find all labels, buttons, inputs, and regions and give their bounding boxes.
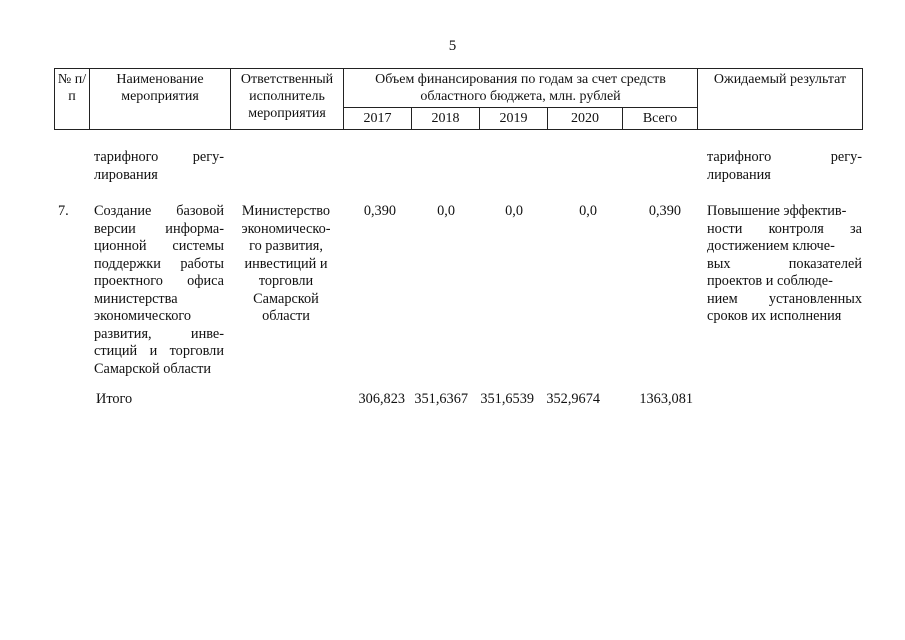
total-value-2020: 352,9674 bbox=[546, 391, 600, 407]
continued-result: тарифного регу- лирования bbox=[707, 149, 862, 183]
header-executor: Ответственный исполнитель мероприятия bbox=[231, 69, 344, 130]
total-value-all: 1363,081 bbox=[639, 391, 693, 407]
continued-name: тарифного регу- лирования bbox=[94, 149, 224, 183]
row7-number: 7. bbox=[58, 203, 69, 219]
header-no: № п/п bbox=[55, 69, 90, 130]
total-value-2019: 351,6539 bbox=[480, 391, 534, 407]
row7-result: Повышение эффектив- ности контроля за достижением ключе- вых показателей проектов и соблюде- нием установленных сроков их исполнения bbox=[707, 203, 862, 324]
row7-name: Создание базовой версии информа- ционной системы поддержки работы проектного офиса министерства экономического развития, инве- стиций и торговли Самарской области bbox=[94, 203, 224, 377]
row7-value-2018: 0,0 bbox=[437, 203, 455, 219]
header-year-2020: 2020 bbox=[548, 108, 623, 130]
header-name: Наименование мероприятия bbox=[90, 69, 231, 130]
header-financing: Объем финансирования по годам за счет средств областного бюджета, млн. рублей bbox=[344, 69, 698, 108]
table-header bbox=[54, 68, 863, 130]
row7-value-2019: 0,0 bbox=[505, 203, 523, 219]
row7-value-total: 0,390 bbox=[648, 203, 681, 219]
header-year-total: Всего bbox=[623, 108, 698, 130]
row7-executor: Министерство экономическо- го развития, инвестиций и торговли Самарской области bbox=[241, 203, 331, 324]
header-year-2018: 2018 bbox=[412, 108, 480, 130]
header-year-2019: 2019 bbox=[480, 108, 548, 130]
header-year-2017: 2017 bbox=[344, 108, 412, 130]
total-value-2018: 351,6367 bbox=[414, 391, 468, 407]
row7-value-2020: 0,0 bbox=[579, 203, 597, 219]
row7-value-2017: 0,390 bbox=[363, 203, 396, 219]
total-value-2017: 306,823 bbox=[358, 391, 405, 407]
header-result: Ожидаемый результат bbox=[698, 69, 863, 130]
total-label: Итого bbox=[96, 391, 133, 407]
page-number: 5 bbox=[448, 38, 457, 54]
